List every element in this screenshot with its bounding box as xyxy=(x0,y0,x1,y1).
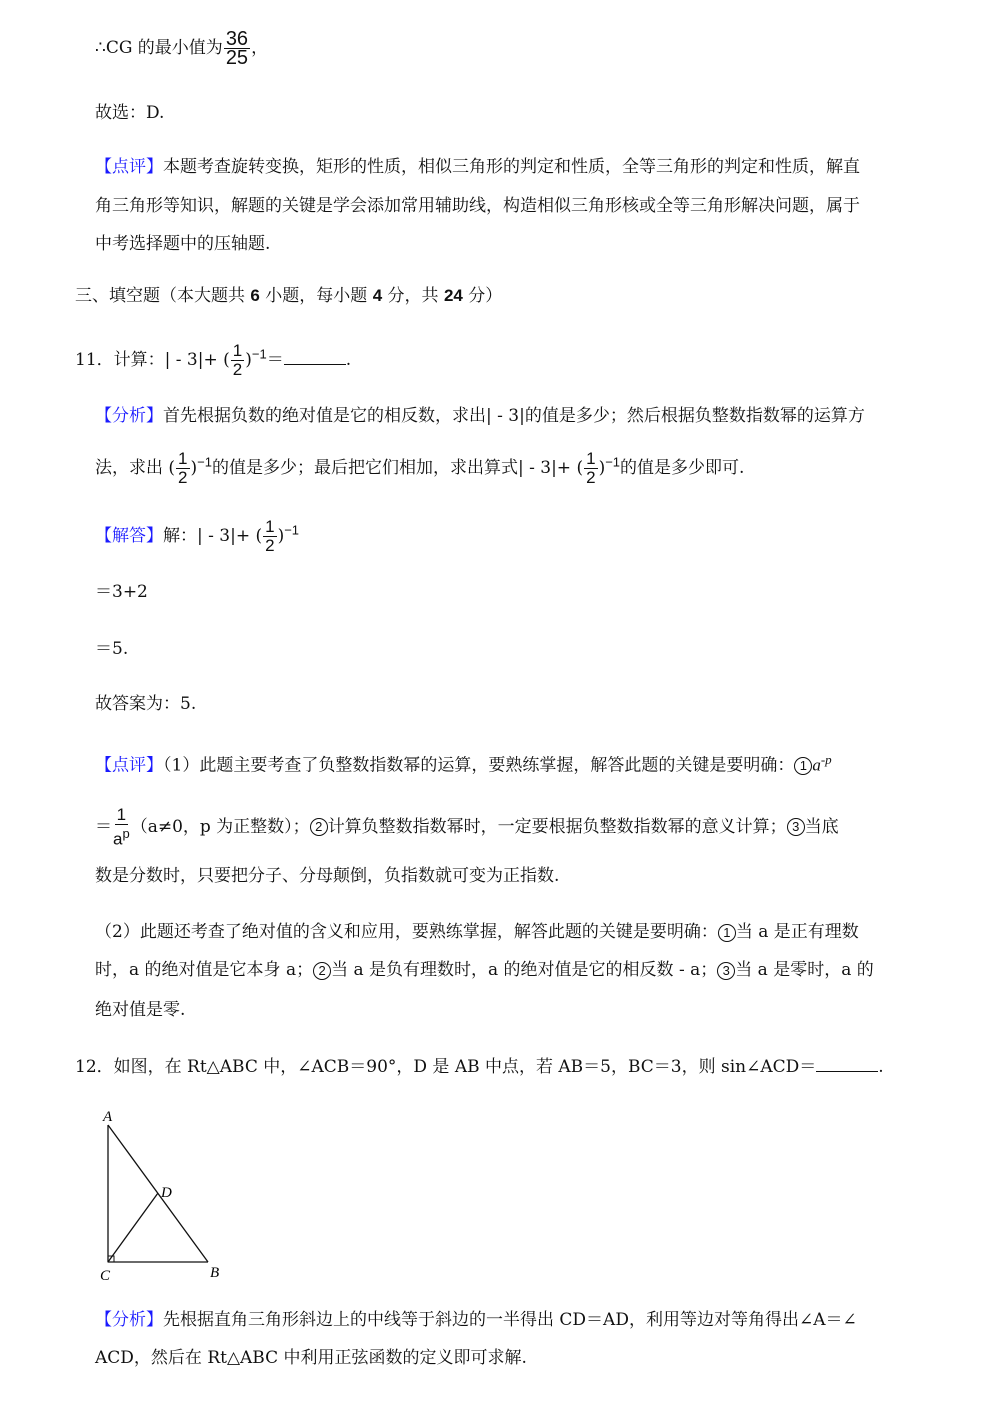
exponent: -p xyxy=(820,752,832,767)
comment-text: （a≠0，p 为正整数）； xyxy=(130,816,310,837)
q12-text: 12．如图，在 Rt△ABC 中，∠ACB＝90°，D 是 AB 中点，若 AB＝5，BC＝3，则 sin∠ACD＝ xyxy=(75,1057,817,1077)
final-answer: 故答案为：5. xyxy=(95,694,197,714)
comment-text: 当 a 是正有理数 xyxy=(735,922,859,942)
comment-text: 本题考查旋转变换，矩形的性质，相似三角形的判定和性质，全等三角形的判定和性质，解直 xyxy=(163,157,860,177)
fraction-1-over-ap xyxy=(113,806,130,849)
heading-num: 24 xyxy=(443,286,463,305)
period: . xyxy=(878,1057,884,1077)
segment-CD xyxy=(108,1193,158,1262)
equals: ＝ xyxy=(95,816,112,837)
numerator: 36 xyxy=(225,28,249,50)
variable: a xyxy=(812,755,821,775)
circled-number: 1 xyxy=(718,924,736,942)
comment-text: （1）此题主要考查了负整数指数幂的运算，要熟练掌握，解答此题的关键是要明确： xyxy=(163,755,795,776)
q11-comment2-line2 xyxy=(95,959,874,981)
comment1-line1 xyxy=(95,156,860,178)
comment-text: 时，a 的绝对值是它本身 a； xyxy=(95,960,314,980)
q12-analysis-line2: ACD，然后在 Rt△ABC 中利用正弦函数的定义即可求解. xyxy=(95,1348,527,1368)
numerator: 1 xyxy=(586,449,596,468)
circled-number: 3 xyxy=(787,818,805,836)
denominator: 2 xyxy=(232,360,243,379)
base: a xyxy=(113,829,123,849)
analysis-text: 的值是多少即可. xyxy=(620,458,745,478)
equals: ＝ xyxy=(266,350,284,370)
section3-heading xyxy=(75,285,502,307)
answer-blank xyxy=(816,1055,878,1072)
period: . xyxy=(345,350,352,370)
exponent: −1 xyxy=(284,522,300,538)
heading-text: 分，共 xyxy=(382,286,444,306)
paren: ) xyxy=(190,458,198,478)
expr: | - 3|+ ( xyxy=(164,350,230,370)
fraction-half xyxy=(263,518,276,555)
heading-num: 6 xyxy=(250,286,260,305)
answer-tag: 【解答】 xyxy=(95,526,163,546)
label-B: B xyxy=(210,1265,220,1281)
heading-text: 小题，每小题 xyxy=(259,286,373,306)
q11-number: 11．计算： xyxy=(75,350,165,370)
analysis-text: 首先根据负数的绝对值是它的相反数，求出| - 3|的值是多少；然后根据负整数指数幂的运算方 xyxy=(163,406,865,426)
numerator: 1 xyxy=(232,341,243,360)
comment1-line3: 中考选择题中的压轴题. xyxy=(95,234,271,254)
numerator: 1 xyxy=(178,449,188,468)
answer-blank xyxy=(284,348,346,365)
label-C: C xyxy=(100,1268,111,1284)
q12-analysis-line1 xyxy=(95,1309,857,1331)
paren: ) xyxy=(598,458,606,478)
comment-text: （2）此题还考查了绝对值的含义和应用，要熟练掌握，解答此题的关键是要明确： xyxy=(95,922,718,942)
fraction-36-25 xyxy=(224,30,250,67)
answer-text: 解：| - 3|+ ( xyxy=(163,526,263,546)
circled-number: 2 xyxy=(313,962,331,980)
q11-analysis-line1 xyxy=(95,405,865,427)
q11-comment-line1 xyxy=(95,749,832,777)
paren: ) xyxy=(245,350,252,370)
comment-tag: 【点评】 xyxy=(95,755,163,776)
numerator: 1 xyxy=(265,517,275,536)
q12-stem xyxy=(75,1055,884,1078)
cg-text: ∴CG 的最小值为 xyxy=(95,38,223,58)
step-2: ＝5. xyxy=(95,639,129,659)
triangle-figure xyxy=(88,1100,228,1290)
fraction-half xyxy=(584,450,597,487)
choice-line: 故选：D. xyxy=(95,103,165,123)
comment-tag: 【点评】 xyxy=(95,157,163,177)
comma: ， xyxy=(251,38,269,58)
heading-text: 三、填空题（本大题共 xyxy=(75,286,251,306)
analysis-text: 法，求出 ( xyxy=(95,458,176,478)
exponent: −1 xyxy=(605,454,621,470)
q11-comment-line2 xyxy=(95,806,839,849)
paren: ) xyxy=(277,526,285,546)
analysis-text: 先根据直角三角形斜边上的中线等于斜边的一半得出 CD＝AD，利用等边对等角得出∠A＝∠ xyxy=(163,1310,857,1330)
heading-num: 4 xyxy=(372,286,383,305)
label-A: A xyxy=(103,1109,113,1125)
q11-answer-line xyxy=(95,518,299,555)
cg-min-line xyxy=(95,30,268,67)
comment-text: 当 a 是零时，a 的 xyxy=(735,960,874,980)
denominator xyxy=(113,825,130,849)
denominator: 2 xyxy=(586,468,596,487)
exponent: −1 xyxy=(251,346,267,362)
step-1: ＝3+2 xyxy=(95,582,148,602)
denominator: 2 xyxy=(178,468,188,487)
denominator: 25 xyxy=(225,47,249,69)
comment1-line2: 角三角形等知识，解题的关键是学会添加常用辅助线，构造相似三角形核或全等三角形解决问题，属于 xyxy=(95,196,860,216)
q11-analysis-line2 xyxy=(95,450,744,487)
fraction-half xyxy=(176,450,189,487)
exponent: p xyxy=(122,826,130,841)
q11-comment2-line3: 绝对值是零. xyxy=(95,1000,186,1020)
q11-comment2-line1 xyxy=(95,921,859,943)
exponent: −1 xyxy=(197,454,212,470)
fraction-half xyxy=(231,342,244,379)
circled-number: 1 xyxy=(794,757,812,775)
circled-number: 3 xyxy=(717,962,735,980)
label-D: D xyxy=(161,1185,172,1201)
comment-text: 当 a 是负有理数时，a 的绝对值是它的相反数 - a； xyxy=(331,960,718,980)
analysis-tag: 【分析】 xyxy=(95,406,163,426)
analysis-text: 的值是多少；最后把它们相加，求出算式| - 3|+ ( xyxy=(211,458,584,478)
q11-stem xyxy=(75,342,351,379)
denominator: 2 xyxy=(265,536,275,555)
analysis-tag: 【分析】 xyxy=(95,1310,163,1330)
comment-text: 当底 xyxy=(804,816,839,837)
heading-text: 分） xyxy=(462,286,503,306)
numerator: 1 xyxy=(116,805,127,824)
q11-comment-line3: 数是分数时，只要把分子、分母颠倒，负指数就可变为正指数. xyxy=(95,866,560,886)
circled-number: 2 xyxy=(310,818,328,836)
comment-text: 计算负整数指数幂时，一定要根据负整数指数幂的意义计算； xyxy=(327,816,787,837)
